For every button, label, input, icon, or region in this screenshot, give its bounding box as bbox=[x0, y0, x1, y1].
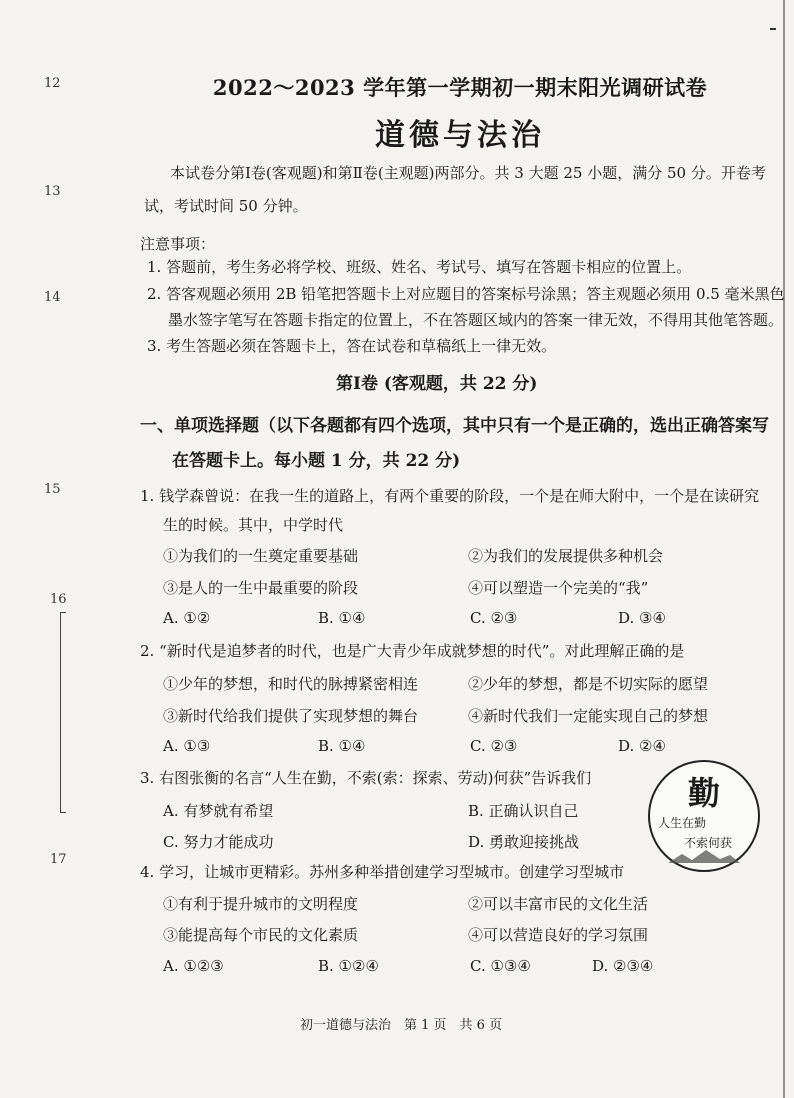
notice-item: 1. 答题前，考生务必将学校、班级、姓名、考试号、填写在答题卡相应的位置上。 bbox=[147, 258, 692, 276]
statement-option: ④新时代我们一定能实现自己的梦想 bbox=[468, 707, 709, 725]
question-stem: 2. “新时代是追梦者的时代，也是广大青少年成就梦想的时代”。对此理解正确的是 bbox=[140, 642, 685, 660]
statement-option: ②可以丰富市民的文化生活 bbox=[468, 895, 649, 913]
mountain-drawing bbox=[668, 848, 740, 864]
seal-text: 人生在勤 bbox=[658, 816, 707, 830]
intro-line: 试，考试时间 50 分钟。 bbox=[144, 197, 308, 215]
binding-tick bbox=[60, 812, 66, 813]
margin-number: 15 bbox=[44, 482, 61, 497]
scan-mark bbox=[770, 28, 776, 30]
answer-choice: C. 努力才能成功 bbox=[163, 833, 274, 851]
scan-edge bbox=[783, 0, 785, 1098]
question-stem: 1. 钱学森曾说：在我一生的道路上，有两个重要的阶段，一个是在师大附中，一个是在读研究 bbox=[140, 487, 760, 505]
notice-item: 墨水签字笔写在答题卡指定的位置上，不在答题区域内的答案一律无效，不得用其他笔答题。 bbox=[168, 311, 784, 329]
question-stem: 4. 学习，让城市更精彩。苏州多种举措创建学习型城市。创建学习型城市 bbox=[140, 863, 625, 881]
answer-choice: D. ②④ bbox=[618, 737, 666, 755]
answer-choice: B. ①④ bbox=[318, 737, 366, 755]
margin-number: 14 bbox=[44, 290, 61, 305]
margin-number: 13 bbox=[44, 184, 61, 199]
answer-choice: A. ①② bbox=[163, 609, 211, 627]
statement-option: ②少年的梦想，都是不切实际的愿望 bbox=[468, 675, 709, 693]
subject-title: 道德与法治 bbox=[375, 118, 545, 153]
section-heading: 一、单项选择题（以下各题都有四个选项，其中只有一个是正确的，选出正确答案写 bbox=[140, 416, 769, 436]
statement-option: ③能提高每个市民的文化素质 bbox=[163, 926, 359, 944]
statement-option: ①为我们的一生奠定重要基础 bbox=[163, 547, 359, 565]
statement-option: ④可以营造良好的学习氛围 bbox=[468, 926, 649, 944]
answer-choice: D. ②③④ bbox=[592, 957, 654, 975]
page-footer: 初一道德与法治 第 1 页 共 6 页 bbox=[300, 1018, 503, 1033]
statement-option: ②为我们的发展提供多种机会 bbox=[468, 547, 664, 565]
question-stem: 生的时候。其中，中学时代 bbox=[163, 516, 344, 534]
answer-choice: D. 勇敢迎接挑战 bbox=[468, 833, 580, 851]
answer-choice: C. ①③④ bbox=[470, 957, 531, 975]
notice-item: 2. 答客观题必须用 2B 铅笔把答题卡上对应题目的答案标号涂黑；答主观题必须用 0.5 毫米黑色 bbox=[147, 285, 785, 303]
binding-tick bbox=[60, 612, 66, 613]
diligence-seal bbox=[648, 760, 760, 872]
exam-title: 2022～2023 学年第一学期初一期末阳光调研试卷 bbox=[212, 75, 708, 100]
answer-choice: B. 正确认识自己 bbox=[468, 802, 579, 820]
intro-line: 本试卷分第Ⅰ卷(客观题)和第Ⅱ卷(主观题)两部分。共 3 大题 25 小题，满分 50 分。开卷考 bbox=[170, 164, 766, 182]
margin-number: 16 bbox=[50, 592, 67, 607]
answer-choice: A. ①③ bbox=[163, 737, 211, 755]
part-title: 第Ⅰ卷 (客观题，共 22 分) bbox=[336, 374, 538, 394]
statement-option: ③新时代给我们提供了实现梦想的舞台 bbox=[163, 707, 419, 725]
answer-choice: B. ①②④ bbox=[318, 957, 379, 975]
answer-choice: A. 有梦就有希望 bbox=[163, 802, 274, 820]
notice-heading: 注意事项： bbox=[140, 235, 216, 253]
binding-bracket bbox=[60, 612, 61, 812]
statement-option: ④可以塑造一个完美的“我” bbox=[468, 579, 649, 597]
answer-choice: C. ②③ bbox=[470, 737, 518, 755]
seal-character: 勤 bbox=[687, 774, 720, 812]
answer-choice: B. ①④ bbox=[318, 609, 366, 627]
margin-number: 17 bbox=[50, 852, 67, 867]
question-stem: 3. 右图张衡的名言“人生在勤，不索(索：探索、劳动)何获”告诉我们 bbox=[140, 769, 592, 787]
notice-item: 3. 考生答题必须在答题卡上，答在试卷和草稿纸上一律无效。 bbox=[147, 337, 557, 355]
statement-option: ③是人的一生中最重要的阶段 bbox=[163, 579, 359, 597]
margin-number: 12 bbox=[44, 76, 61, 91]
answer-choice: C. ②③ bbox=[470, 609, 518, 627]
seal-text: 不索何获 bbox=[684, 836, 733, 850]
answer-choice: A. ①②③ bbox=[163, 957, 224, 975]
answer-choice: D. ③④ bbox=[618, 609, 666, 627]
statement-option: ①有利于提升城市的文明程度 bbox=[163, 895, 359, 913]
statement-option: ①少年的梦想，和时代的脉搏紧密相连 bbox=[163, 675, 419, 693]
section-heading: 在答题卡上。每小题 1 分，共 22 分) bbox=[172, 451, 461, 471]
